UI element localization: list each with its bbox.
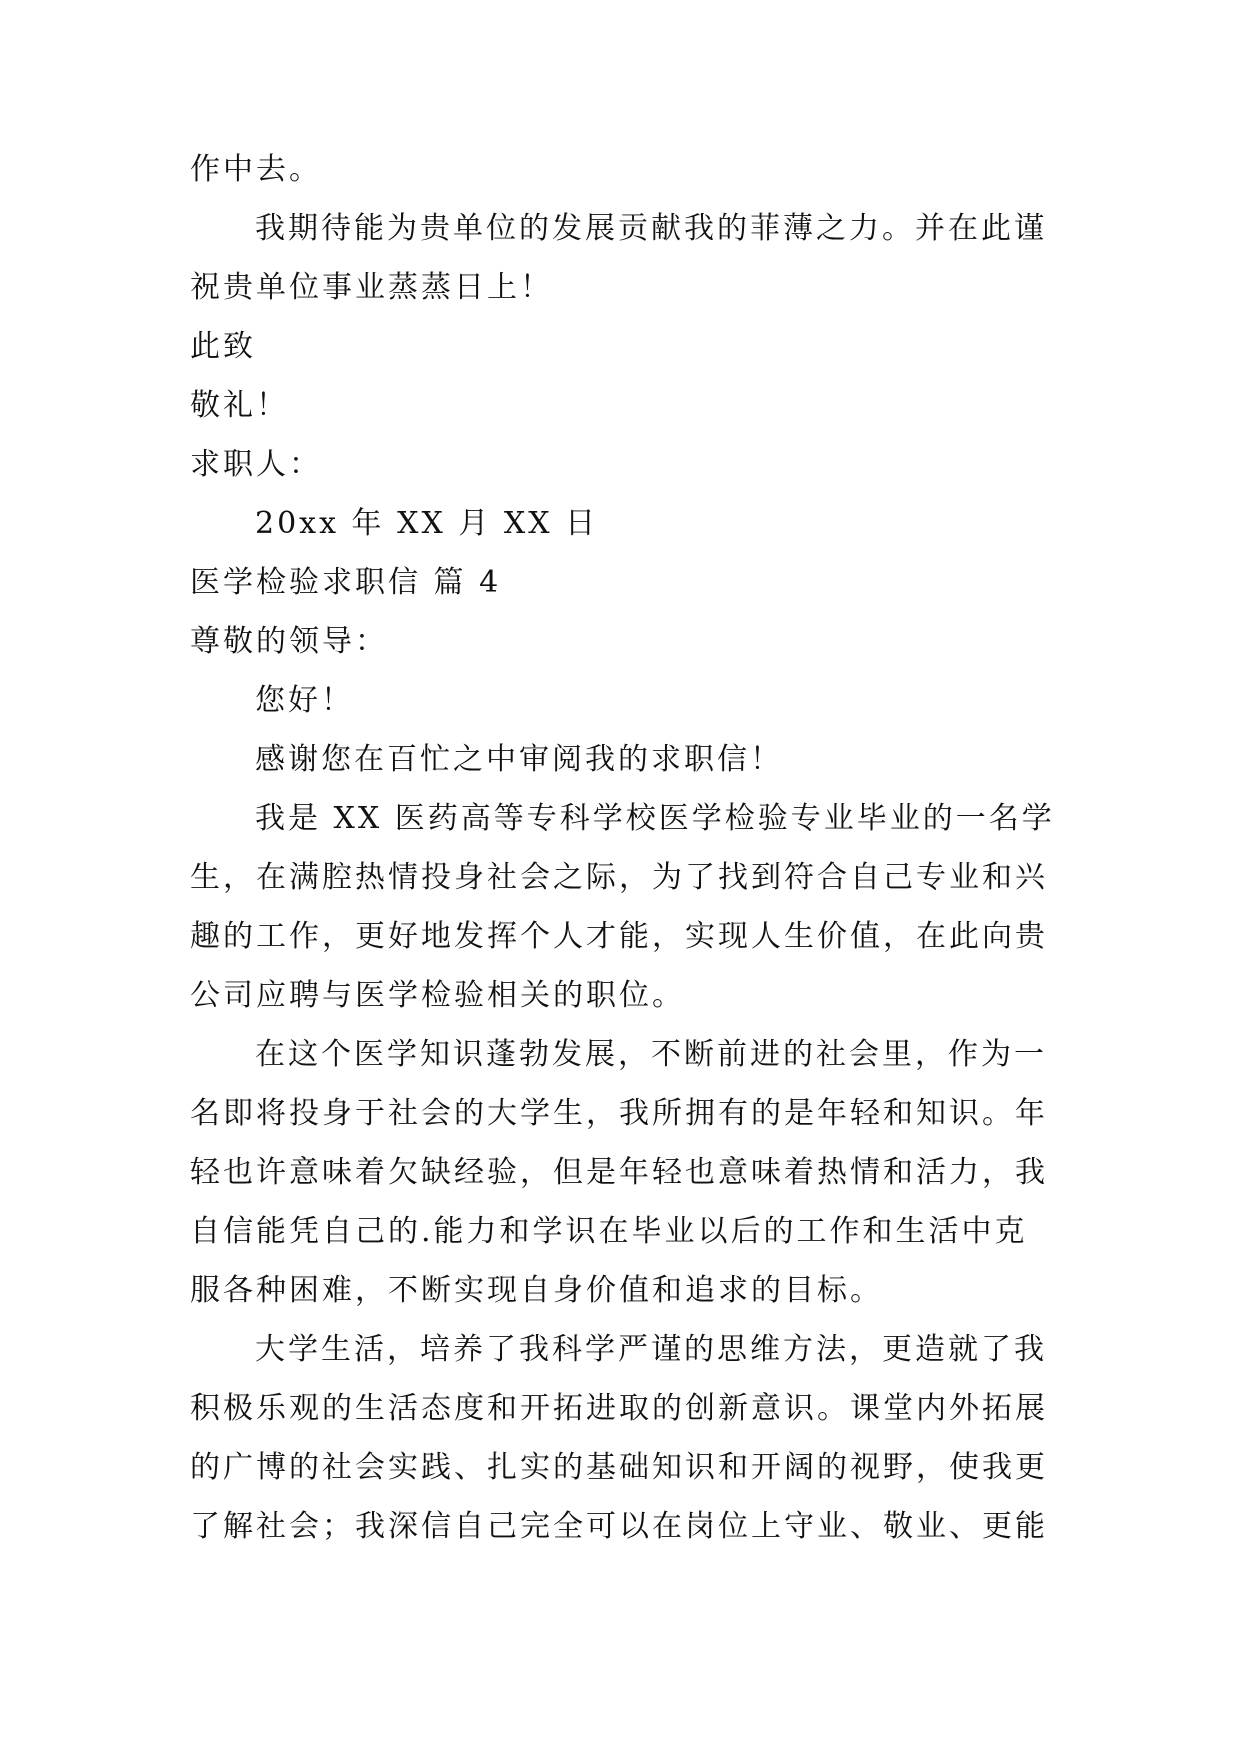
closing-line: 敬礼！ [190,388,289,423]
paragraph-line: 大学生活，培养了我科学严谨的思维方法，更造就了我 [255,1332,1047,1367]
paragraph-line: 名即将投身于社会的大学生，我所拥有的是年轻和知识。年 [190,1096,1048,1131]
paragraph-line: 生，在满腔热情投身社会之际，为了找到符合自己专业和兴 [190,860,1048,895]
closing-line: 此致 [190,329,256,364]
paragraph-line: 的广博的社会实践、扎实的基础知识和开阔的视野，使我更 [190,1450,1048,1485]
paragraph-line: 我期待能为贵单位的发展贡献我的菲薄之力。并在此谨 [255,211,1047,246]
paragraph-line: 祝贵单位事业蒸蒸日上！ [190,270,553,305]
greeting: 您好！ [255,683,354,718]
paragraph-line: 了解社会；我深信自己完全可以在岗位上守业、敬业、更能 [190,1509,1048,1544]
paragraph-line: 我是 XX 医药高等专科学校医学检验专业毕业的一名学 [255,801,1055,836]
paragraph-line: 感谢您在百忙之中审阅我的求职信！ [255,742,783,777]
signature-label: 求职人： [190,447,322,482]
section-title: 医学检验求职信 篇 4 [190,565,502,600]
paragraph-line: 公司应聘与医学检验相关的职位。 [190,978,685,1013]
paragraph-line: 服各种困难，不断实现自身价值和追求的目标。 [190,1273,883,1308]
paragraph-line: 积极乐观的生活态度和开拓进取的创新意识。课堂内外拓展 [190,1391,1048,1426]
date-line: 20xx 年 XX 月 XX 日 [255,506,599,541]
text-line: 作中去。 [190,152,322,187]
paragraph-line: 趣的工作，更好地发挥个人才能，实现人生价值，在此向贵 [190,919,1048,954]
paragraph-line: 自信能凭自己的.能力和学识在毕业以后的工作和生活中克 [190,1214,1028,1249]
paragraph-line: 轻也许意味着欠缺经验，但是年轻也意味着热情和活力，我 [190,1155,1048,1190]
salutation: 尊敬的领导： [190,624,388,659]
paragraph-line: 在这个医学知识蓬勃发展，不断前进的社会里，作为一 [255,1037,1047,1072]
